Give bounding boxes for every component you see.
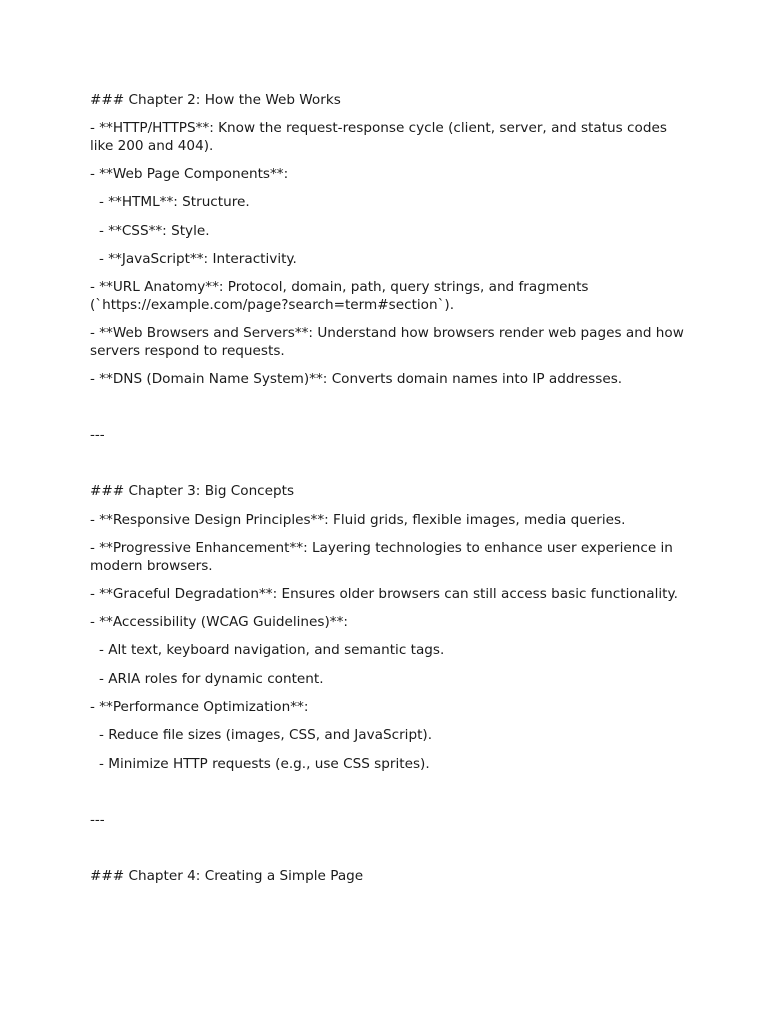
spacer	[90, 399, 690, 427]
dns-item: - **DNS (Domain Name System)**: Converts domain names into IP addresses.	[90, 370, 623, 387]
chapter-3-heading: ### Chapter 3: Big Concepts	[90, 483, 295, 500]
html-subitem: - **HTML**: Structure.	[99, 194, 250, 211]
document-page	[90, 92, 690, 897]
css-subitem: - **CSS**: Style.	[99, 222, 210, 239]
url-anatomy-item: - **URL Anatomy**: Protocol, domain, path, query strings, and fragments (`https://example.com/page?search=term#section`).	[90, 279, 593, 313]
spacer	[90, 840, 690, 868]
separator-2: ---	[90, 811, 105, 828]
aria-roles-subitem: - ARIA roles for dynamic content.	[99, 670, 324, 687]
spacer	[90, 784, 690, 812]
http-https-item: - **HTTP/HTTPS**: Know the request-response cycle (client, server, and status codes like 200 and 404).	[90, 120, 672, 154]
performance-optimization-item: - **Performance Optimization**:	[90, 699, 309, 716]
web-browsers-servers-item: - **Web Browsers and Servers**: Understand how browsers render web pages and how servers respond to requests.	[90, 325, 689, 359]
responsive-design-item: - **Responsive Design Principles**: Fluid grids, flexible images, media queries.	[90, 511, 626, 528]
web-page-components-item: - **Web Page Components**:	[90, 166, 289, 183]
separator-1: ---	[90, 427, 105, 444]
minimize-http-requests-subitem: - Minimize HTTP requests (e.g., use CSS sprites).	[99, 755, 430, 772]
graceful-degradation-item: - **Graceful Degradation**: Ensures older browsers can still access basic functionality.	[90, 585, 678, 602]
accessibility-item: - **Accessibility (WCAG Guidelines)**:	[90, 614, 348, 631]
chapter-4-heading: ### Chapter 4: Creating a Simple Page	[90, 868, 364, 885]
chapter-2-heading: ### Chapter 2: How the Web Works	[90, 92, 341, 108]
reduce-file-sizes-subitem: - Reduce file sizes (images, CSS, and JavaScript).	[99, 727, 433, 744]
spacer	[90, 455, 690, 483]
progressive-enhancement-item: - **Progressive Enhancement**: Layering technologies to enhance user experience in modern browsers.	[90, 540, 678, 574]
javascript-subitem: - **JavaScript**: Interactivity.	[99, 250, 297, 267]
alt-text-subitem: - Alt text, keyboard navigation, and semantic tags.	[99, 642, 445, 659]
